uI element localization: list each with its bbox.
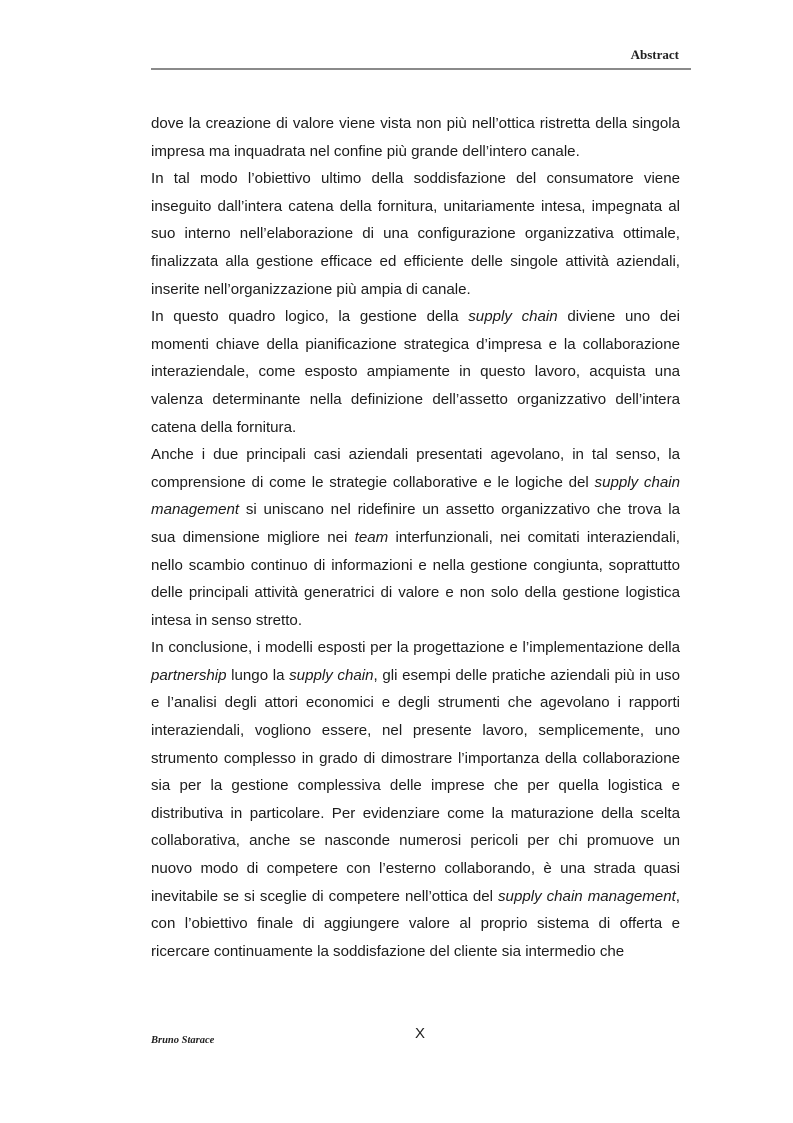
text-run: , con l’obiettivo finale di aggiungere valore al proprio sistema di offerta e ricercare continuamente la soddisfazione del cliente sia intermedio che bbox=[151, 887, 680, 960]
italic-term: supply chain bbox=[468, 308, 558, 326]
text-run: In questo quadro logico, la gestione della bbox=[151, 308, 469, 326]
running-header-title: Abstract bbox=[630, 47, 679, 62]
text-run: , gli esempi delle pratiche aziendali più in uso e l’analisi degli attori economici e degli strumenti che agevolano i rapporti interaziendali, vogliono essere, nel presente lavoro, semplicemente, uno strumento complesso in grado di dimostrare l’importanza della collaborazione sia per la gestione complessiva delle imprese che per quella logistica e distributiva in particolare. Per evidenziare come la maturazione della scelta collaborativa, anche se nasconde numerosi pericoli per chi promuove un nuovo modo di competere con l’esterno collaborando, è una strada quasi inevitabile se si sceglie di competere nell’ottica del bbox=[151, 666, 680, 905]
paragraph bbox=[151, 165, 680, 303]
footer-author: Bruno Starace bbox=[151, 1035, 215, 1046]
italic-term: supply chain management bbox=[151, 473, 680, 519]
text-run: In tal modo l’obiettivo ultimo della soddisfazione del consumatore viene inseguito dall’intera catena della fornitura, unitariamente intesa, impegnata al suo interno nell’elaborazione di una configurazione organizzativa ottimale, finalizzata alla gestione efficace ed efficiente delle singole attività aziendali, inserite nell’organizzazione più ampia di canale. bbox=[151, 170, 680, 298]
text-run: Anche i due principali casi aziendali presentati agevolano, in tal senso, la comprensione di come le strategie collaborative e le logiche del bbox=[151, 446, 680, 491]
body-text bbox=[151, 110, 680, 965]
paragraph bbox=[151, 441, 680, 634]
text-run: si uniscano nel ridefinire un assetto organizzativo che trova la sua dimensione migliore nei bbox=[151, 501, 680, 546]
italic-term: supply chain management bbox=[498, 887, 676, 905]
italic-term: team bbox=[354, 528, 389, 546]
paragraph bbox=[151, 634, 680, 965]
text-run: In conclusione, i modelli esposti per la progettazione e l’implementazione della bbox=[151, 639, 680, 657]
text-run: interfunzionali, nei comitati interaziendali, nello scambio continuo di informazioni e nella gestione congiunta, soprattutto delle principali attività generatrici di valore e non solo della gestione logistica intesa in senso stretto. bbox=[151, 528, 680, 629]
text-run: diviene uno dei momenti chiave della pianificazione strategica d’impresa e la collaborazione interaziendale, come esposto ampiamente in questo lavoro, acquista una valenza determinante nella definizione dell’assetto organizzativo dell’intera catena della fornitura. bbox=[151, 308, 680, 436]
text-run: lungo la bbox=[226, 666, 290, 684]
header-divider bbox=[151, 68, 691, 70]
paragraph bbox=[151, 303, 680, 441]
italic-term: partnership bbox=[151, 666, 227, 684]
page-number: X bbox=[415, 1025, 426, 1042]
text-run: dove la creazione di valore viene vista non più nell’ottica ristretta della singola impresa ma inquadrata nel confine più grande dell’intero canale. bbox=[151, 115, 680, 160]
italic-term: supply chain bbox=[289, 666, 374, 684]
paragraph bbox=[151, 110, 680, 165]
